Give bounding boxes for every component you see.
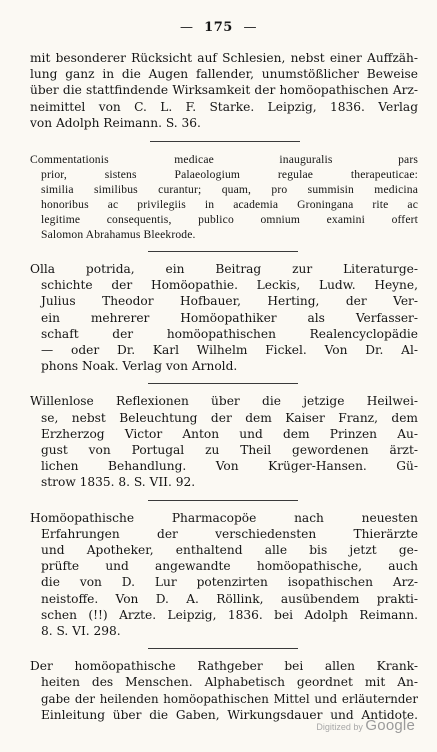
text-line: Einleitung über die Gaben, Wirkungsdauer und Antidote. bbox=[41, 707, 418, 722]
text-line: über die stattfindende Wirksamkeit der homöopathischen Arz- bbox=[30, 83, 418, 98]
entry-title-line: Homöopathische Pharmacopöe nach neuesten bbox=[30, 510, 418, 525]
text-line: ein mehrerer Homöopathiker als Verfasser- bbox=[41, 310, 418, 325]
entry-title-line: Willenlose Reflexionen über die jetzige Heilwei- bbox=[30, 394, 418, 409]
header-dash-right: — bbox=[243, 20, 257, 35]
text-line: schaft der homöopathischen Realencyclopädie bbox=[41, 326, 418, 341]
text-line: 8. S. VI. 298. bbox=[41, 624, 121, 639]
text-line: prior, sistens Palaeologium regulae therapeuticae: bbox=[41, 168, 418, 182]
text-line: honoribus ac privilegiis in academia Groningana rite ac bbox=[41, 198, 418, 212]
entry-title-line: Commentationis medicae inauguralis pars bbox=[30, 153, 418, 167]
divider bbox=[150, 141, 300, 142]
text-line: von Adolph Reimann. S. 36. bbox=[30, 115, 201, 130]
text-line: schichte der Homöopathie. Leckis, Ludw. Heyne, bbox=[41, 278, 418, 293]
entry-commentationis bbox=[30, 152, 418, 242]
header-dash-left: — bbox=[180, 20, 194, 35]
page-header bbox=[0, 20, 437, 35]
text-line: schen (!!) Arzte. Leipzig, 1836. bei Adolph Reimann. bbox=[41, 607, 418, 622]
text-line: phons Noak. Verlag von Arnold. bbox=[41, 359, 238, 374]
entry-olla-potrida bbox=[30, 261, 418, 374]
entry-willenlose-reflexionen bbox=[30, 393, 418, 490]
entry-pharmacopoe bbox=[30, 510, 418, 640]
text-line: — oder Dr. Karl Wilhelm Fickel. Von Dr. Al- bbox=[41, 343, 418, 358]
google-logo: Google bbox=[365, 717, 415, 734]
text-line: lichen Behandlung. Von Krüger-Hansen. Gü- bbox=[41, 459, 418, 474]
text-line: Erzherzog Victor Anton und dem Prinzen Au- bbox=[41, 426, 418, 441]
entry-continuation bbox=[30, 50, 418, 131]
text-line: neistoffe. Von D. A. Röllink, ausübendem prakti- bbox=[41, 591, 418, 606]
text-line: legitime consequentis, publico omnium examini offert bbox=[41, 213, 418, 227]
text-line: gust von Portugal zu Theil gewordenen ärzt- bbox=[41, 443, 418, 458]
text-line: prüfte und angewandte homöopathische, auch bbox=[41, 559, 418, 574]
text-line: Salomon Abrahamus Bleekrode. bbox=[41, 228, 196, 242]
watermark-prefix: Digitized by bbox=[316, 722, 363, 732]
text-line: similia similibus curantur; quam, pro summisin medicina bbox=[41, 183, 418, 197]
entry-rathgeber bbox=[30, 658, 418, 723]
text-line: lung ganz in die Augen fallender, unumstößlicher Beweise bbox=[30, 67, 418, 82]
divider bbox=[148, 648, 298, 649]
text-line: se, nebst Beleuchtung der dem Kaiser Franz, dem bbox=[41, 410, 418, 425]
text-line: heiten des Menschen. Alphabetisch geordnet mit An- bbox=[41, 675, 418, 690]
text-line: mit besonderer Rücksicht auf Schlesien, nebst einer Auffzäh- bbox=[30, 51, 418, 65]
text-line: gabe der heilenden homöopathischen Mittel und erläuternder bbox=[41, 691, 418, 706]
text-line: und Apotheker, enthaltend alle bis jetzt ge- bbox=[41, 543, 418, 558]
text-line: die von D. Lur potenzirten isopathischen Arz- bbox=[41, 575, 418, 590]
text-line: neimittel von C. L. F. Starke. Leipzig, 1836. Verlag bbox=[30, 99, 418, 114]
entry-title-line: Olla potrida, ein Beitrag zur Literaturge- bbox=[30, 262, 418, 277]
text-line: Julius Theodor Hofbauer, Herting, der Ver- bbox=[41, 294, 418, 309]
page-number: 175 bbox=[204, 20, 233, 35]
page-body bbox=[30, 50, 418, 723]
digitization-watermark bbox=[316, 717, 415, 734]
divider bbox=[148, 500, 298, 501]
entry-title-line: Der homöopathische Rathgeber bei allen Krank- bbox=[30, 659, 418, 674]
text-line: Erfahrungen der verschiedensten Thierärzte bbox=[41, 526, 418, 541]
divider bbox=[148, 251, 298, 252]
divider bbox=[148, 383, 298, 384]
text-line: strow 1835. 8. S. VII. 92. bbox=[41, 475, 196, 490]
